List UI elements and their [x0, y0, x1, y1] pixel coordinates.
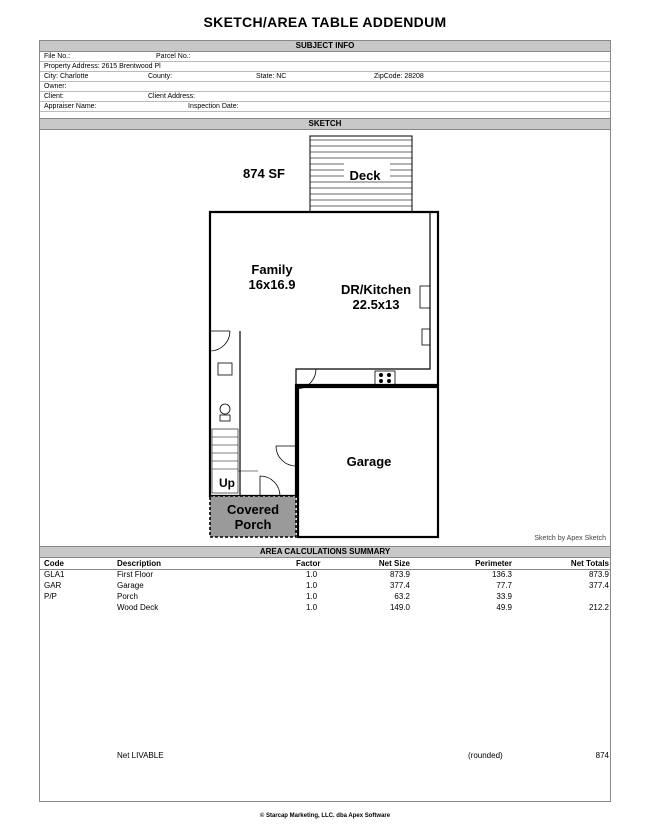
col-net-size: Net Size — [378, 559, 410, 568]
row-description: Porch — [117, 592, 138, 601]
row-net-total: 212.2 — [588, 603, 609, 612]
subject-row-city — [40, 72, 610, 82]
stairs-up-label: Up — [219, 476, 235, 490]
row-perimeter: 136.3 — [491, 570, 512, 579]
porch-label-line2: Porch — [234, 517, 272, 532]
city: City: Charlotte — [44, 73, 89, 80]
row-perimeter: 49.9 — [496, 603, 512, 612]
col-net-totals: Net Totals — [570, 559, 609, 568]
row-factor: 1.0 — [306, 581, 318, 590]
refrigerator-icon — [420, 286, 430, 308]
porch-label-line1: Covered — [226, 502, 280, 517]
parcel-no-label: Parcel No.: — [156, 53, 191, 60]
row-factor: 1.0 — [306, 592, 318, 601]
row-net-total: 873.9 — [588, 570, 609, 579]
house-outline — [210, 212, 438, 496]
sketch-credit: Sketch by Apex Sketch — [534, 535, 606, 542]
kitchen-sink-icon — [422, 329, 430, 345]
subject-row-appraiser — [40, 102, 610, 112]
subject-row-owner — [40, 82, 610, 92]
row-factor: 1.0 — [306, 570, 318, 579]
row-factor: 1.0 — [306, 603, 318, 612]
row-net-size: 377.4 — [389, 581, 410, 590]
deck-label: Deck — [349, 168, 381, 183]
door-swing-1 — [210, 331, 230, 351]
file-no-label: File No.: — [44, 53, 71, 60]
subject-row-client — [40, 92, 610, 102]
floor-plan-sketch — [40, 131, 610, 545]
sink-icon — [218, 363, 232, 375]
door-swing-3 — [276, 446, 296, 466]
family-room-label: Family — [251, 262, 293, 277]
sketch-heading: SKETCH — [39, 118, 611, 130]
stove-icon — [375, 371, 395, 385]
door-swing-4 — [260, 476, 280, 496]
row-net-size: 63.2 — [394, 592, 410, 601]
row-net-size: 149.0 — [389, 603, 410, 612]
row-code: P/P — [44, 592, 57, 601]
row-description: First Floor — [117, 570, 153, 579]
row-description: Garage — [117, 581, 144, 590]
rounded-label: (rounded) — [468, 751, 503, 760]
row-perimeter: 77.7 — [496, 581, 512, 590]
subject-row-file — [40, 52, 610, 62]
kitchen-label: DR/Kitchen — [340, 282, 412, 297]
county: County: — [148, 73, 173, 80]
appraiser-name: Appraiser Name: — [44, 103, 97, 110]
toilet-icon — [220, 404, 230, 414]
kitchen-dimensions: 22.5x13 — [352, 297, 400, 312]
state: State: NC — [256, 73, 287, 80]
net-livable-label: Net LIVABLE — [117, 751, 164, 760]
toilet-tank-icon — [220, 415, 230, 421]
family-room-dimensions: 16x16.9 — [248, 277, 296, 292]
owner: Owner: — [44, 83, 67, 90]
row-perimeter: 33.9 — [496, 592, 512, 601]
total-sf-label: 874 SF — [243, 166, 285, 181]
row-description: Wood Deck — [117, 603, 159, 612]
garage-label: Garage — [346, 454, 392, 469]
row-net-size: 873.9 — [389, 570, 410, 579]
client-address: Client Address: — [148, 93, 196, 100]
row-net-total: 377.4 — [588, 581, 609, 590]
col-code: Code — [44, 559, 64, 568]
col-description: Description — [117, 559, 162, 568]
subject-row-address — [40, 62, 610, 72]
col-perimeter: Perimeter — [475, 559, 512, 568]
col-factor: Factor — [296, 559, 321, 568]
client: Client: — [44, 93, 64, 100]
row-code: GAR — [44, 581, 62, 590]
area-summary-heading: AREA CALCULATIONS SUMMARY — [39, 546, 611, 558]
property-address: Property Address: 2615 Brentwood Pl — [44, 63, 161, 70]
inspection-date: Inspection Date: — [188, 103, 239, 110]
footer-copyright: © Starcap Marketing, LLC. dba Apex Software — [259, 813, 391, 819]
subject-info-heading: SUBJECT INFO — [39, 40, 611, 52]
page-title: SKETCH/AREA TABLE ADDENDUM — [203, 14, 447, 30]
zip-code: ZipCode: 28208 — [374, 73, 424, 80]
row-code: GLA1 — [44, 570, 65, 579]
net-livable-value: 874 — [595, 751, 609, 760]
